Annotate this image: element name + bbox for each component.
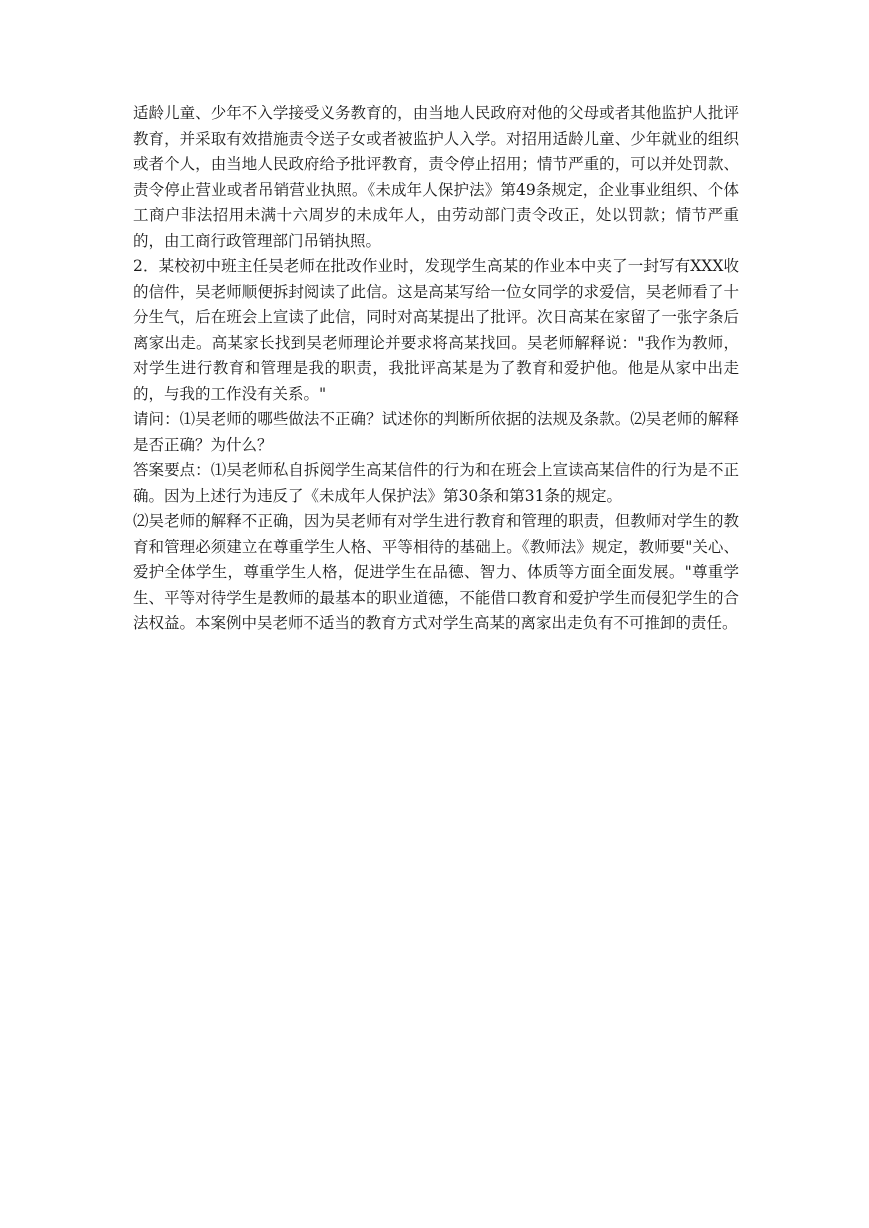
paragraph-case-2: 2．某校初中班主任吴老师在批改作业时，发现学生高某的作业本中夹了一封写有XXX收的信件，吴老师顺便拆封阅读了此信。这是高某写给一位女同学的求爱信，吴老师看了十分生气，后在班会上宣读了此信，同时对高某提出了批评。次日高某在家留了一张字条后离家出走。高某家长找到吴老师理论并要求将高某找回。吴老师解释说："我作为教师，对学生进行教育和管理是我的职责，我批评高某是为了教育和爱护他。他是从家中出走的，与我的工作没有关系。" xyxy=(133,257,739,403)
paragraph-answer-1: 答案要点：⑴吴老师私自拆阅学生高某信件的行为和在班会上宣读高某信件的行为是不正确。因为上述行为违反了《未成年人保护法》第30条和第31条的规定。 xyxy=(133,461,739,505)
document-body xyxy=(133,101,739,637)
paragraph-question: 请问：⑴吴老师的哪些做法不正确？试述你的判断所依据的法规及条款。⑵吴老师的解释是否正确？为什么？ xyxy=(133,410,739,454)
paragraph-penalties: 适龄儿童、少年不入学接受义务教育的，由当地人民政府对他的父母或者其他监护人批评教育，并采取有效措施责令送子女或者被监护人入学。对招用适龄儿童、少年就业的组织或者个人，由当地人民政府给予批评教育，责令停止招用；情节严重的，可以并处罚款、责令停止营业或者吊销营业执照。《未成年人保护法》第49条规定，企业事业组织、个体工商户非法招用未满十六周岁的未成年人，由劳动部门责令改正，处以罚款；情节严重的，由工商行政管理部门吊销执照。 xyxy=(133,104,739,250)
paragraph-answer-2: ⑵吴老师的解释不正确，因为吴老师有对学生进行教育和管理的职责，但教师对学生的教育和管理必须建立在尊重学生人格、平等相待的基础上。《教师法》规定，教师要"关心、爱护全体学生，尊重学生人格，促进学生在品德、智力、体质等方面全面发展。"尊重学生、平等对待学生是教师的最基本的职业道德，不能借口教育和爱护学生而侵犯学生的合法权益。本案例中吴老师不适当的教育方式对学生高某的离家出走负有不可推卸的责任。 xyxy=(133,512,739,632)
